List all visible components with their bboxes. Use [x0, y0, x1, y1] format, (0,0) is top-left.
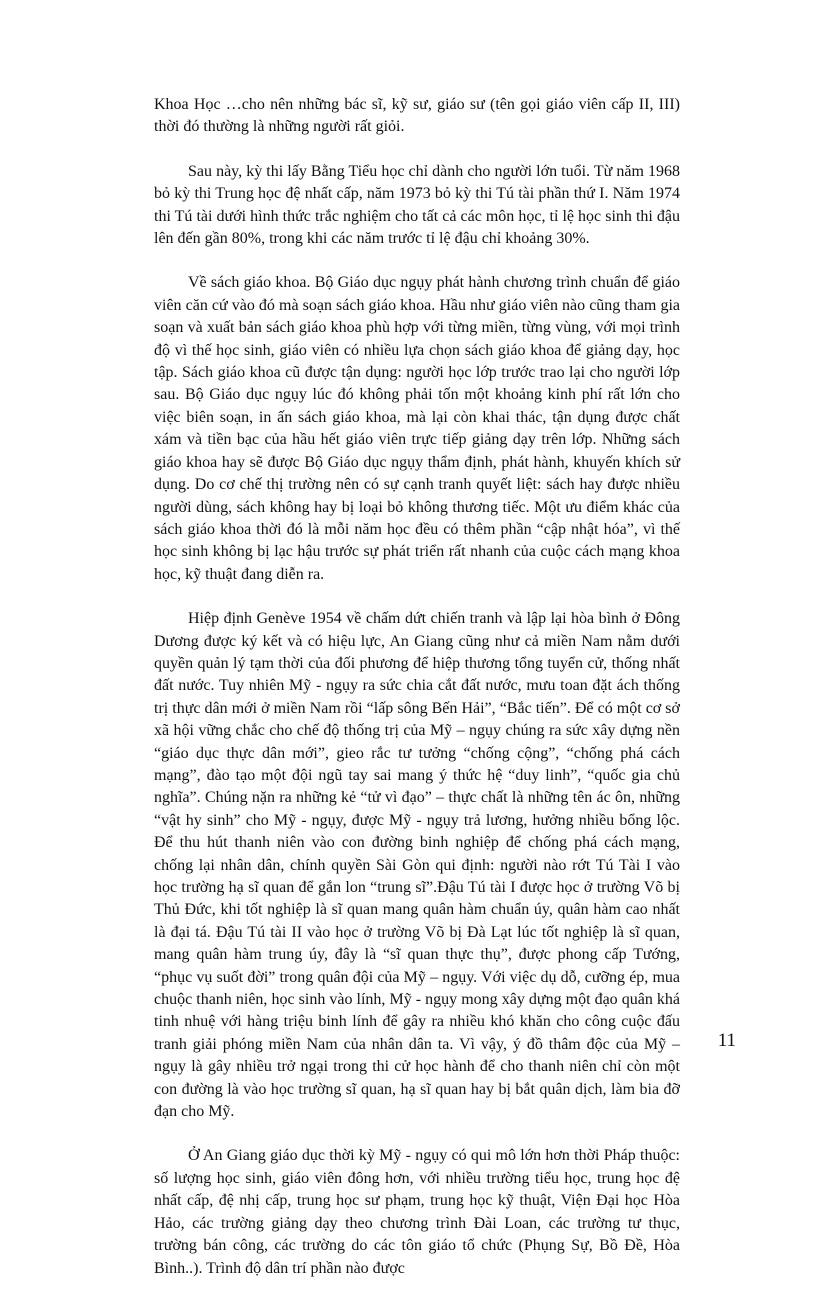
- paragraph-geneva-accords: Hiệp định Genève 1954 về chấm dứt chiến tranh và lập lại hòa bình ở Đông Dương được ký kết và có hiệu lực, An Giang cũng như cả miền Nam nằm dưới quyền quản lý tạm thời của đối phương để hiệp thương tổng tuyển cử, thống nhất đất nước. Tuy nhiên Mỹ - ngụy ra sức chia cắt đất nước, mưu toan đặt ách thống trị thực dân mới ở miền Nam rồi “lấp sông Bến Hải”, “Bắc tiến”. Để có một cơ sở xã hội vững chắc cho chế độ thống trị của Mỹ – ngụy chúng ra sức xây dựng nền “giáo dục thực dân mới”, gieo rắc tư tưởng “chống cộng”, “chống phá cách mạng”, đào tạo một đội ngũ tay sai mang ý thức hệ “duy linh”, “quốc gia chủ nghĩa”. Chúng nặn ra những kẻ “tử vì đạo” – thực chất là những tên ác ôn, những “vật hy sinh” cho Mỹ - ngụy, được Mỹ - ngụy trả lương, hưởng nhiều bổng lộc. Để thu hút thanh niên vào con đường binh nghiệp để chống phá cách mạng, chống lại nhân dân, chính quyền Sài Gòn qui định: người nào rớt Tú Tài I vào học trường hạ sĩ quan để gắn lon “trung sĩ”.Đậu Tú tài I được học ở trường Võ bị Thủ Đức, khi tốt nghiệp là sĩ quan mang quân hàm chuẩn úy, quân hàm cao nhất là đại tá. Đậu Tú tài II vào học ở trường Võ bị Đà Lạt lúc tốt nghiệp là sĩ quan, mang quân hàm trung úy, đây là “sĩ quan thực thụ”, được phong cấp Tướng, “phục vụ suốt đời” trong quân đội của Mỹ – ngụy. Với việc dụ dỗ, cưỡng ép, mua chuộc thanh niên, học sinh vào lính, Mỹ - ngụy mong xây dựng một đạo quân khá tinh nhuệ với hàng triệu binh lính để gây ra nhiều khó khăn cho công cuộc đấu tranh giải phóng miền Nam của nhân dân ta. Vì vậy, ý đồ thâm độc của Mỹ – ngụy là gây nhiều trở ngại trong thi cử học hành để cho thanh niên chỉ còn một con đường là vào học trường sĩ quan, hạ sĩ quan hay bị bắt quân dịch, làm bia đỡ đạn cho Mỹ.: [154, 610, 680, 1121]
- paragraph-continuation: Khoa Học …cho nên những bác sĩ, kỹ sư, giáo sư (tên gọi giáo viên cấp II, III) thời đó thường là những người rất giỏi.: [154, 96, 680, 136]
- document-body: [154, 94, 680, 1302]
- paragraph-exam-history: Sau này, kỳ thi lấy Bằng Tiểu học chỉ dành cho người lớn tuổi. Từ năm 1968 bỏ kỳ thi Trung học đệ nhất cấp, năm 1973 bỏ kỳ thi Tú tài phần thứ I. Năm 1974 thi Tú tài dưới hình thức trắc nghiệm cho tất cả các môn học, tỉ lệ học sinh thi đậu lên đến gần 80%, trong khi các năm trước tỉ lệ đậu chỉ khoảng 30%.: [154, 162, 680, 248]
- page-number: 11: [717, 1030, 736, 1051]
- paragraph-an-giang-education: Ở An Giang giáo dục thời kỳ Mỹ - ngụy có qui mô lớn hơn thời Pháp thuộc: số lượng học sinh, giáo viên đông hơn, với nhiều trường tiểu học, trung học đệ nhất cấp, đệ nhị cấp, trung học sư phạm, trung học kỹ thuật, Viện Đại học Hòa Hảo, các trường giảng dạy theo chương trình Đài Loan, các trường tư thục, trường bán công, các trường do các tôn giáo tổ chức (Phụng Sự, Bồ Đề, Hòa Bình..). Trình độ dân trí phần nào được: [154, 1147, 680, 1277]
- paragraph-textbooks: Về sách giáo khoa. Bộ Giáo dục ngụy phát hành chương trình chuẩn để giáo viên căn cứ vào đó mà soạn sách giáo khoa. Hầu như giáo viên nào cũng tham gia soạn và xuất bản sách giáo khoa phù hợp với từng miền, từng vùng, với mọi trình độ vì thế học sinh, giáo viên có nhiều lựa chọn sách giáo khoa để giảng dạy, học tập. Sách giáo khoa cũ được tận dụng: người học lớp trước trao lại cho người lớp sau. Bộ Giáo dục ngụy lúc đó không phải tốn một khoảng kinh phí rất lớn cho việc biên soạn, in ấn sách giáo khoa, mà lại còn khai thác, tận dụng được chất xám và tiền bạc của hầu hết giáo viên trực tiếp giảng dạy trên lớp. Những sách giáo khoa hay sẽ được Bộ Giáo dục ngụy thẩm định, phát hành, khuyến khích sử dụng. Do cơ chế thị trường nên có sự cạnh tranh quyết liệt: sách hay được nhiều người dùng, sách không hay bị loại bỏ không thương tiếc. Một ưu điểm khác của sách giáo khoa thời đó là mỗi năm học đều có thêm phần “cập nhật hóa”, vì thế học sinh không bị lạc hậu trước sự phát triển rất nhanh của cuộc cách mạng khoa học, kỹ thuật đang diễn ra.: [154, 274, 680, 583]
